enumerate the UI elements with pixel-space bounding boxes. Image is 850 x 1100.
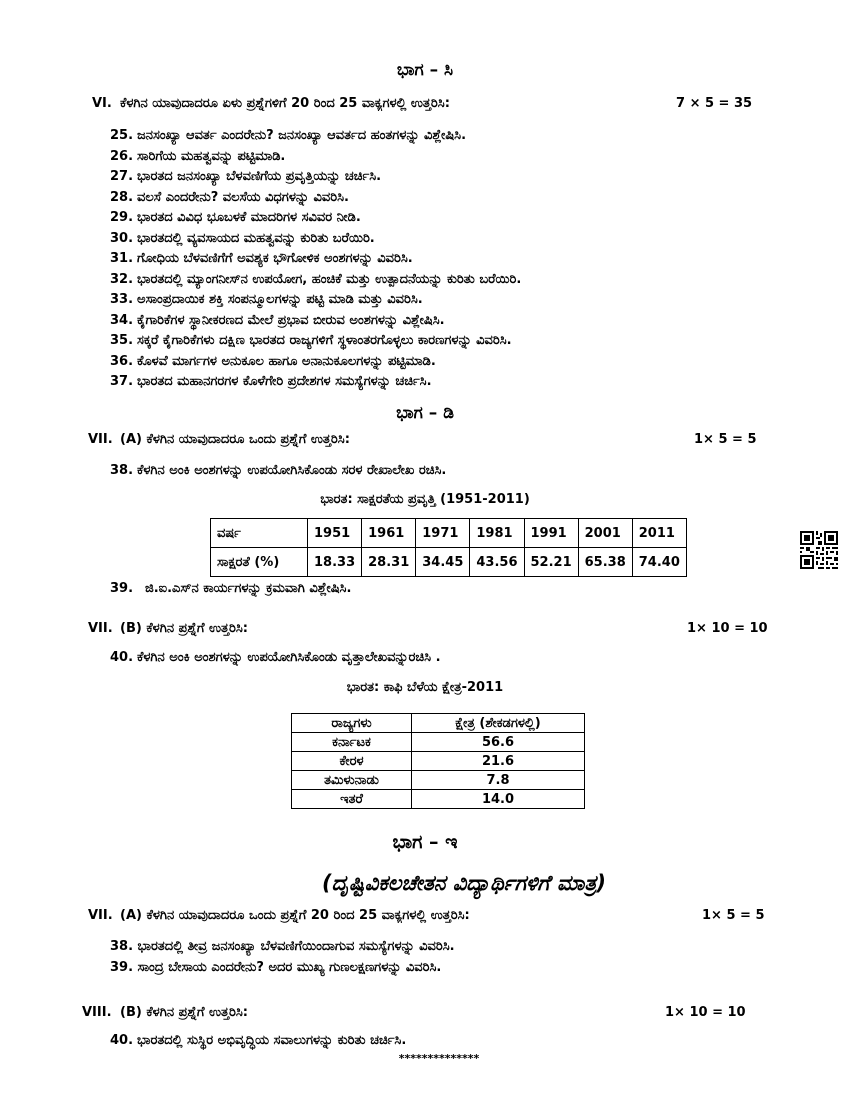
literacy-value-cell: 74.40 bbox=[632, 548, 686, 577]
literacy-row-label: ವರ್ಷ bbox=[211, 519, 308, 548]
literacy-year-cell: 1981 bbox=[470, 519, 524, 548]
part-e-question-39: 39. ಸಾಂದ್ರ ಬೇಸಾಯ ಎಂದರೇನು? ಅದರ ಮುಖ್ಯ ಗುಣಲಕ್ಷಣಗಳನ್ನು ವಿವರಿಸಿ. bbox=[110, 960, 442, 975]
part-c-title: ಭಾಗ – ಸಿ bbox=[396, 60, 454, 80]
coffee-header-state: ರಾಜ್ಯಗಳು bbox=[292, 714, 412, 733]
part-e-a-number: VII. bbox=[88, 908, 113, 923]
coffee-table-header-row bbox=[292, 714, 585, 733]
question-item: 26. ಸಾರಿಗೆಯ ಮಹತ್ವವನ್ನು ಪಟ್ಟಿಮಾಡಿ. bbox=[110, 149, 286, 164]
question-item: 33. ಅಸಾಂಪ್ರದಾಯಿಕ ಶಕ್ತಿ ಸಂಪನ್ಮೂಲಗಳನ್ನು ಪಟ್ಟಿ ಮಾಡಿ ಮತ್ತು ವಿವರಿಸಿ. bbox=[110, 292, 423, 307]
coffee-area-table bbox=[291, 713, 585, 809]
part-e-title: ಭಾಗ – ಇ bbox=[392, 831, 458, 853]
literacy-table bbox=[210, 518, 687, 577]
literacy-year-cell: 2001 bbox=[578, 519, 632, 548]
question-39: 39. ಜಿ.ಐ.ಎಸ್‌ನ ಕಾರ್ಯಗಳನ್ನು ಕ್ರಮವಾಗಿ ವಿಶ್ಲೇಷಿಸಿ. bbox=[110, 581, 352, 596]
question-item: 31. ಗೋಧಿಯ ಬೆಳವಣಿಗೆಗೆ ಅವಶ್ಯಕ ಭೌಗೋಳಿಕ ಅಂಶಗಳನ್ನು ವಿವರಿಸಿ. bbox=[110, 251, 413, 266]
part-e-b-number: VIII. bbox=[82, 1005, 112, 1020]
part-e-a-instruction: (A) ಕೆಳಗಿನ ಯಾವುದಾದರೂ ಒಂದು ಪ್ರಶ್ನೆಗೆ 20 ರಿಂದ 25 ವಾಕ್ಯಗಳಲ್ಲಿ ಉತ್ತರಿಸಿ: bbox=[120, 908, 470, 923]
coffee-table-caption: ಭಾರತ: ಕಾಫಿ ಬೆಳೆಯ ಕ್ಷೇತ್ರ-2011 bbox=[346, 680, 504, 695]
literacy-value-row bbox=[211, 548, 687, 577]
literacy-row-label: ಸಾಕ್ಷರತೆ (%) bbox=[211, 548, 308, 577]
coffee-area-cell: 7.8 bbox=[412, 771, 585, 790]
literacy-value-cell: 52.21 bbox=[524, 548, 578, 577]
literacy-value-cell: 43.56 bbox=[470, 548, 524, 577]
coffee-header-area: ಕ್ಷೇತ್ರ (ಶೇಕಡಗಳಲ್ಲಿ) bbox=[412, 714, 585, 733]
literacy-value-cell: 34.45 bbox=[416, 548, 470, 577]
question-item: 32. ಭಾರತದಲ್ಲಿ ಮ್ಯಾಂಗನೀಸ್‌ನ ಉಪಯೋಗ, ಹಂಚಿಕೆ ಮತ್ತು ಉತ್ಪಾದನೆಯನ್ನು ಕುರಿತು ಬರೆಯಿರಿ. bbox=[110, 272, 522, 287]
part-d-a-marks: 1× 5 = 5 bbox=[694, 432, 757, 447]
coffee-table-row bbox=[292, 771, 585, 790]
coffee-state-cell: ಇತರೆ bbox=[292, 790, 412, 809]
end-of-paper-marker: ************** bbox=[398, 1052, 480, 1065]
part-e-b-instruction: (B) ಕೆಳಗಿನ ಪ್ರಶ್ನೆಗೆ ಉತ್ತರಿಸಿ: bbox=[120, 1005, 248, 1020]
question-item: 27. ಭಾರತದ ಜನಸಂಖ್ಯಾ ಬೆಳವಣಿಗೆಯ ಪ್ರವೃತ್ತಿಯನ್ನು ಚರ್ಚಿಸಿ. bbox=[110, 169, 382, 184]
part-d-b-number: VII. bbox=[88, 621, 113, 636]
question-item: 29. ಭಾರತದ ವಿವಿಧ ಭೂಬಳಕೆ ಮಾದರಿಗಳ ಸವಿವರ ನೀಡಿ. bbox=[110, 210, 361, 225]
question-item: 37. ಭಾರತದ ಮಹಾನಗರಗಳ ಕೊಳೆಗೇರಿ ಪ್ರದೇಶಗಳ ಸಮಸ್ಯೆಗಳನ್ನು ಚರ್ಚಿಸಿ. bbox=[110, 374, 432, 389]
question-item: 30. ಭಾರತದಲ್ಲಿ ವ್ಯವಸಾಯದ ಮಹತ್ವವನ್ನು ಕುರಿತು ಬರೆಯಿರಿ. bbox=[110, 231, 375, 246]
question-item: 35. ಸಕ್ಕರೆ ಕೈಗಾರಿಕೆಗಳು ದಕ್ಷಿಣ ಭಾರತದ ರಾಜ್ಯಗಳಿಗೆ ಸ್ಥಳಾಂತರಗೊಳ್ಳಲು ಕಾರಣಗಳನ್ನು ವಿವರಿಸಿ. bbox=[110, 333, 512, 348]
part-e-question-40: 40. ಭಾರತದಲ್ಲಿ ಸುಸ್ಥಿರ ಅಭಿವೃದ್ಧಿಯ ಸವಾಲುಗಳನ್ನು ಕುರಿತು ಚರ್ಚಿಸಿ. bbox=[110, 1033, 407, 1048]
coffee-area-cell: 14.0 bbox=[412, 790, 585, 809]
question-item: 28. ವಲಸೆ ಎಂದರೇನು? ವಲಸೆಯ ವಿಧಗಳನ್ನು ವಿವರಿಸಿ. bbox=[110, 190, 349, 205]
question-40: 40. ಕೆಳಗಿನ ಅಂಕಿ ಅಂಶಗಳನ್ನು ಉಪಯೋಗಿಸಿಕೊಂಡು ವೃತ್ತಾಲೇಖವನ್ನುರಚಿಸಿ . bbox=[110, 650, 441, 665]
literacy-value-cell: 28.31 bbox=[362, 548, 416, 577]
part-d-b-instruction: (B) ಕೆಳಗಿನ ಪ್ರಶ್ನೆಗೆ ಉತ್ತರಿಸಿ: bbox=[120, 621, 248, 636]
part-c-instruction-number: VI. bbox=[92, 96, 112, 111]
part-e-a-marks: 1× 5 = 5 bbox=[702, 908, 765, 923]
question-item: 25. ಜನಸಂಖ್ಯಾ ಆವರ್ತ ಎಂದರೇನು? ಜನಸಂಖ್ಯಾ ಆವರ್ತದ ಹಂತಗಳನ್ನು ವಿಶ್ಲೇಷಿಸಿ. bbox=[110, 128, 467, 143]
part-d-a-instruction: (A) ಕೆಳಗಿನ ಯಾವುದಾದರೂ ಒಂದು ಪ್ರಶ್ನೆಗೆ ಉತ್ತರಿಸಿ: bbox=[120, 432, 350, 447]
part-d-a-number: VII. bbox=[88, 432, 113, 447]
question-38: 38. ಕೆಳಗಿನ ಅಂಕಿ ಅಂಶಗಳನ್ನು ಉಪಯೋಗಿಸಿಕೊಂಡು ಸರಳ ರೇಖಾಲೇಖ ರಚಿಸಿ. bbox=[110, 463, 447, 478]
coffee-state-cell: ಕರ್ನಾಟಕ bbox=[292, 733, 412, 752]
question-item: 36. ಕೊಳವೆ ಮಾರ್ಗಗಳ ಅನುಕೂಲ ಹಾಗೂ ಅನಾನುಕೂಲಗಳನ್ನು ಪಟ್ಟಿಮಾಡಿ. bbox=[110, 354, 436, 369]
literacy-year-cell: 1951 bbox=[308, 519, 362, 548]
part-c-marks: 7 × 5 = 35 bbox=[676, 96, 753, 111]
part-e-subtitle: (ದೃಷ್ಟಿವಿಕಲಚೇತನ ವಿದ್ಯಾರ್ಥಿಗಳಿಗೆ ಮಾತ್ರ) bbox=[322, 871, 606, 895]
coffee-area-cell: 21.6 bbox=[412, 752, 585, 771]
part-e-b-marks: 1× 10 = 10 bbox=[665, 1005, 746, 1020]
part-c-instruction: ಕೆಳಗಿನ ಯಾವುದಾದರೂ ಏಳು ಪ್ರಶ್ನೆಗಳಿಗೆ 20 ರಿಂದ 25 ವಾಕ್ಯಗಳಲ್ಲಿ ಉತ್ತರಿಸಿ: bbox=[120, 96, 450, 111]
literacy-value-cell: 65.38 bbox=[578, 548, 632, 577]
literacy-year-cell: 1971 bbox=[416, 519, 470, 548]
literacy-year-cell: 1961 bbox=[362, 519, 416, 548]
part-d-title: ಭಾಗ – ಡಿ bbox=[396, 403, 454, 423]
part-e-question-38: 38. ಭಾರತದಲ್ಲಿ ತೀವ್ರ ಜನಸಂಖ್ಯಾ ಬೆಳವಣಿಗೆಯಿಂದಾಗುವ ಸಮಸ್ಯೆಗಳನ್ನು ವಿವರಿಸಿ. bbox=[110, 939, 455, 954]
coffee-area-cell: 56.6 bbox=[412, 733, 585, 752]
coffee-state-cell: ಕೇರಳ bbox=[292, 752, 412, 771]
literacy-year-cell: 2011 bbox=[632, 519, 686, 548]
literacy-table-caption: ಭಾರತ: ಸಾಕ್ಷರತೆಯ ಪ್ರವೃತ್ತಿ (1951-2011) bbox=[320, 492, 530, 507]
question-item: 34. ಕೈಗಾರಿಕೆಗಳ ಸ್ಥಾನೀಕರಣದ ಮೇಲೆ ಪ್ರಭಾವ ಬೀರುವ ಅಂಶಗಳನ್ನು ವಿಶ್ಲೇಷಿಸಿ. bbox=[110, 313, 445, 328]
literacy-year-cell: 1991 bbox=[524, 519, 578, 548]
part-d-b-marks: 1× 10 = 10 bbox=[687, 621, 768, 636]
coffee-table-row bbox=[292, 752, 585, 771]
coffee-state-cell: ತಮಿಳುನಾಡು bbox=[292, 771, 412, 790]
literacy-year-row bbox=[211, 519, 687, 548]
coffee-table-row bbox=[292, 790, 585, 809]
literacy-value-cell: 18.33 bbox=[308, 548, 362, 577]
coffee-table-row bbox=[292, 733, 585, 752]
qr-code-icon bbox=[800, 531, 838, 569]
